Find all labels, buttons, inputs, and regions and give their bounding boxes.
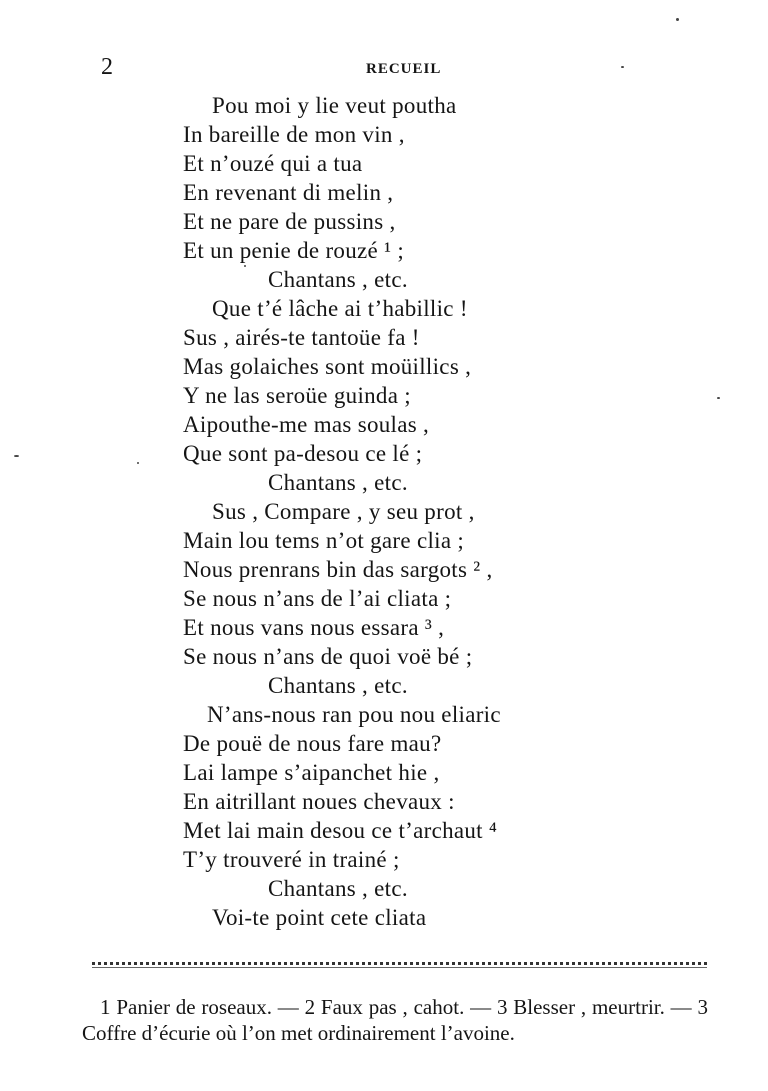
poem-line: Se nous n’ans de l’ai cliata ;: [183, 586, 452, 611]
poem-line: Aipouthe-me mas soulas ,: [183, 412, 430, 437]
refrain-line: Chantans , etc.: [268, 470, 408, 495]
refrain-line: Chantans , etc.: [268, 673, 408, 698]
poem-line: In bareille de mon vin ,: [183, 122, 405, 147]
poem-line: Sus , Compare , y seu prot ,: [212, 499, 475, 524]
scan-speck: [244, 265, 246, 267]
poem-line: En aitrillant noues chevaux :: [183, 789, 455, 814]
running-head: RECUEIL: [366, 61, 442, 77]
poem-line: Et ne pare de pussins ,: [183, 209, 396, 234]
poem-line: Se nous n’ans de quoi voë bé ;: [183, 644, 473, 669]
scan-speck: [621, 66, 624, 68]
footnotes: 1 Panier de roseaux. — 2 Faux pas , cahot. — 3 Blesser , meurtrir. — 3 Coffre d’écurie où l’on met ordinairement l’avoine.: [82, 995, 708, 1045]
poem-line: Pou moi y lie veut poutha: [212, 93, 457, 118]
poem-line: T’y trouveré in trainé ;: [183, 847, 400, 872]
poem-line: Et nous vans nous essara ³ ,: [183, 615, 445, 640]
poem-line: Lai lampe s’aipanchet hie ,: [183, 760, 440, 785]
page-number: 2: [101, 54, 113, 80]
scan-speck: [717, 397, 720, 399]
poem-line: De pouë de nous fare mau?: [183, 731, 442, 756]
poem-line: N’ans-nous ran pou nou eliaric: [207, 702, 501, 727]
poem-line: Sus , airés-te tantoüe fa !: [183, 325, 420, 350]
poem-line: En revenant di melin ,: [183, 180, 394, 205]
poem-line: Nous prenrans bin das sargots ² ,: [183, 557, 493, 582]
poem-line: Main lou tems n’ot gare clia ;: [183, 528, 465, 553]
refrain-line: Chantans , etc.: [268, 267, 408, 292]
footnote-rule: [92, 962, 707, 965]
scan-speck: [14, 455, 19, 457]
poem-line: Et un penie de rouzé ¹ ;: [183, 238, 405, 263]
scan-speck: [137, 462, 139, 464]
poem-line: Voi-te point cete cliata: [212, 905, 427, 930]
poem-line: Y ne las seroüe guinda ;: [183, 383, 411, 408]
poem-line: Que t’é lâche ai t’habillic !: [212, 296, 468, 321]
scan-speck: [676, 18, 679, 21]
refrain-line: Chantans , etc.: [268, 876, 408, 901]
poem-line: Et n’ouzé qui a tua: [183, 151, 363, 176]
poem-line: Mas golaiches sont moüillics ,: [183, 354, 472, 379]
footnote-rule-underline: [92, 967, 707, 968]
poem-line: Que sont pa-desou ce lé ;: [183, 441, 423, 466]
poem-line: Met lai main desou ce t’archaut ⁴: [183, 818, 498, 843]
